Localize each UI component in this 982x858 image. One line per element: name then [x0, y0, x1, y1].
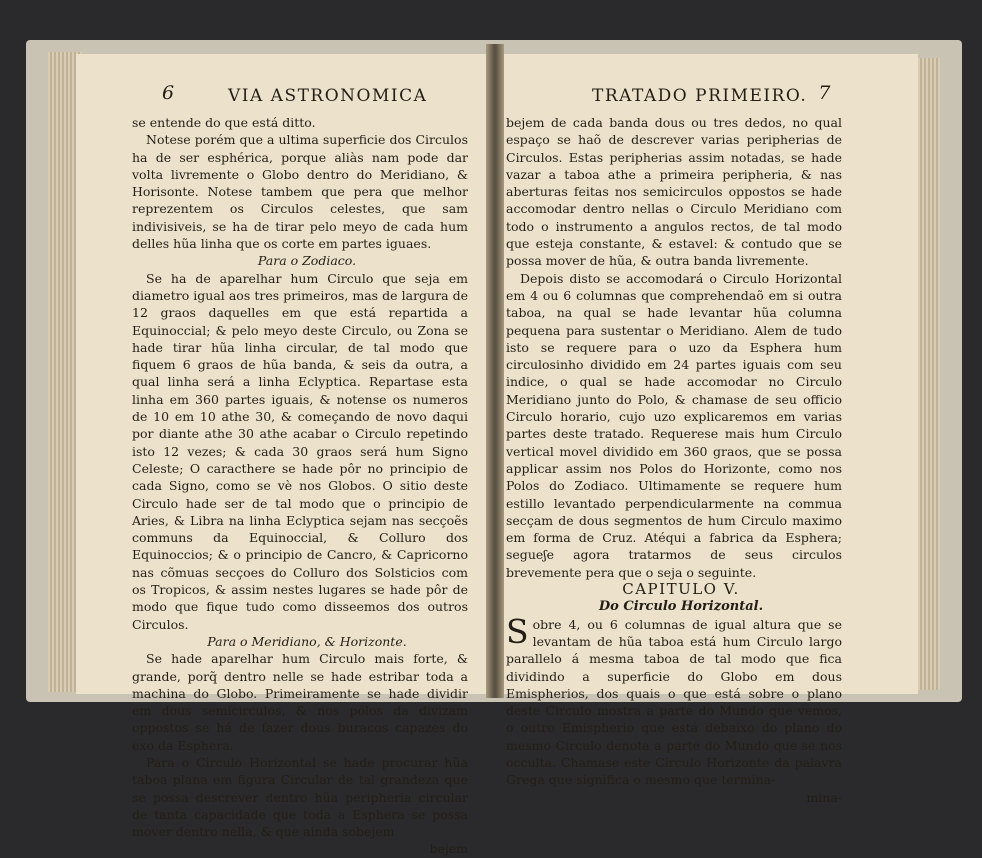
- left-page-header: [132, 84, 484, 108]
- right-page: [498, 54, 918, 805]
- left-running-head: VIA ASTRONOMICA: [228, 86, 428, 106]
- paragraph: Notese porém que a ultima superficie dos Circulos ha de ser esphérica, porque aliàs nam pode dar volta livremente o Globo dentro do Meridiano, & Horisonte. Notese tambem que pera que melhor reprezentem os Circulos celestes, que sam indivisiveis, se ha de tirar pelo meyo de cada hum delles hũa linha que os corte em partes iguaes.: [132, 132, 468, 252]
- left-page: [76, 54, 492, 857]
- right-page-text: [506, 114, 842, 806]
- drop-cap: S: [506, 611, 529, 651]
- paragraph-body: obre 4, ou 6 columnas de igual altura que se levantam de hũa taboa está hum Circulo largo parallelo á mesma taboa de tal modo que fica dividindo a superficie do Globo em dous Emispherios, dos quais o que está sobre o plano deste Circulo mostra a parte do Mundo que vemos, o outro Emispherio que está debaixo do plano do mesmo Circulo denota a parte do Mundo que se nos occulta. Chamase este Circulo Horizonte da palavra Grega que significa o mesmo que termina-: [506, 616, 842, 788]
- right-page-header: [506, 84, 902, 108]
- paragraph: bejem de cada banda dous ou tres dedos, no qual espaço se haõ de descrever varias peripherias de Circulos. Estas peripherias assim notadas, se hade vazar a taboa athe a primeira peripheria, & nas aberturas feitas nos semicirculos oppostos se hade accomodar dentro nellas o Circulo Meridiano com todo o instrumento a angulos rectos, de tal modo que esteja constante, & estavel: & contudo que se possa mover de hũa, & outra banda livremente.: [506, 115, 842, 269]
- catchword: bejem: [429, 841, 468, 857]
- left-page-text: [132, 114, 468, 858]
- right-running-head: TRATADO PRIMEIRO.: [592, 86, 808, 106]
- paragraph: Se hade aparelhar hum Circulo mais forte, & grande, porq̃ dentro nelle se hade estribar toda a machina do Globo. Primeiramente se hade dividir em dous semicirculos, & nos pólos da divizam oppostos se há de fazer dous buracos capazes do exo da Esphera.: [132, 651, 468, 753]
- chapter-subtitle: Do Circulo Horizontal.: [598, 599, 764, 615]
- chapter-title: CAPITULO V.: [622, 580, 740, 599]
- paragraph: se entende do que está ditto.: [132, 115, 316, 130]
- section-subheading: Para o Zodiaco.: [257, 253, 357, 269]
- right-page-number: 7: [818, 82, 832, 104]
- section-subheading: Para o Meridiano, & Horizonte.: [207, 633, 407, 649]
- paragraph: Depois disto se accomodará o Circulo Horizontal em 4 ou 6 columnas que comprehendaõ em si outra taboa, na qual se hade levantar hũa columna pequena para sustentar o Meridiano. Alem de tudo isto se requere para o uzo da Esphera hum circulosinho dividido em 24 partes iguais com seu indice, o qual se hade accomodar no Circulo Meridiano junto do Polo, & chamase de seu officio Circulo horario, cujo uzo explicaremos em varias partes deste tratado. Requerese mais hum Circulo vertical movel dividido em 360 graos, que se possa applicar assim nos Polos do Horizonte, como nos Polos do Zodiaco. Ultimamente se requere hum estillo levantado perpendicularmente na commua secçam de dous segmentos de hum Circulo maximo em forma de Cruz. Atéqui a fabrica da Esphera; segueʃe agora tratarmos de seus circulos brevemente pera que o seja o seguinte.: [506, 270, 842, 580]
- book-gutter: [486, 44, 504, 698]
- paragraph: Para o Circulo Horizontal se hade procurar hũa taboa plana em figura Circular de tal grandeza que se possa descrever dentro hũa peripheria circular de tanta capacidade que toda a Esphera se possa mover dentro nella, & que ainda sobejem: [132, 754, 468, 840]
- catchword: mina-: [806, 789, 842, 805]
- left-page-number: 6: [162, 82, 176, 104]
- paragraph: [506, 611, 842, 789]
- paragraph: Se ha de aparelhar hum Circulo que seja em diametro igual aos tres primeiros, mas de largura de 12 graos daquelles em que está repartida a Equinoccial; & pelo meyo deste Circulo, ou Zona se hade tirar hũa linha circular, de tal modo que fiquem 6 graos de hũa banda, & seis da outra, a qual linha será a linha Eclyptica. Repartase esta linha em 360 partes iguais, & notense os numeros de 10 em 10 athe 30, & começando de novo daqui por diante athe 30 athe acabar o Circulo repetindo isto 12 vezes; & cada 30 graos será hum Signo Celeste; O caracthere se hade pôr no principio de cada Signo, como se vè nos Globos. O sitio deste Circulo hade ser de tal modo que o principio de Aries, & Libra na linha Eclyptica sejam nas secçoẽs communs da Equinoccial, & Colluro dos Equinoccios; & o principio de Cancro, & Capricorno nas cõmuas secçoes do Colluro dos Solsticios com os Tropicos, & assim nestes lugares se hade pôr de modo que fique tudo como disseemos dos outros Circulos.: [132, 270, 468, 632]
